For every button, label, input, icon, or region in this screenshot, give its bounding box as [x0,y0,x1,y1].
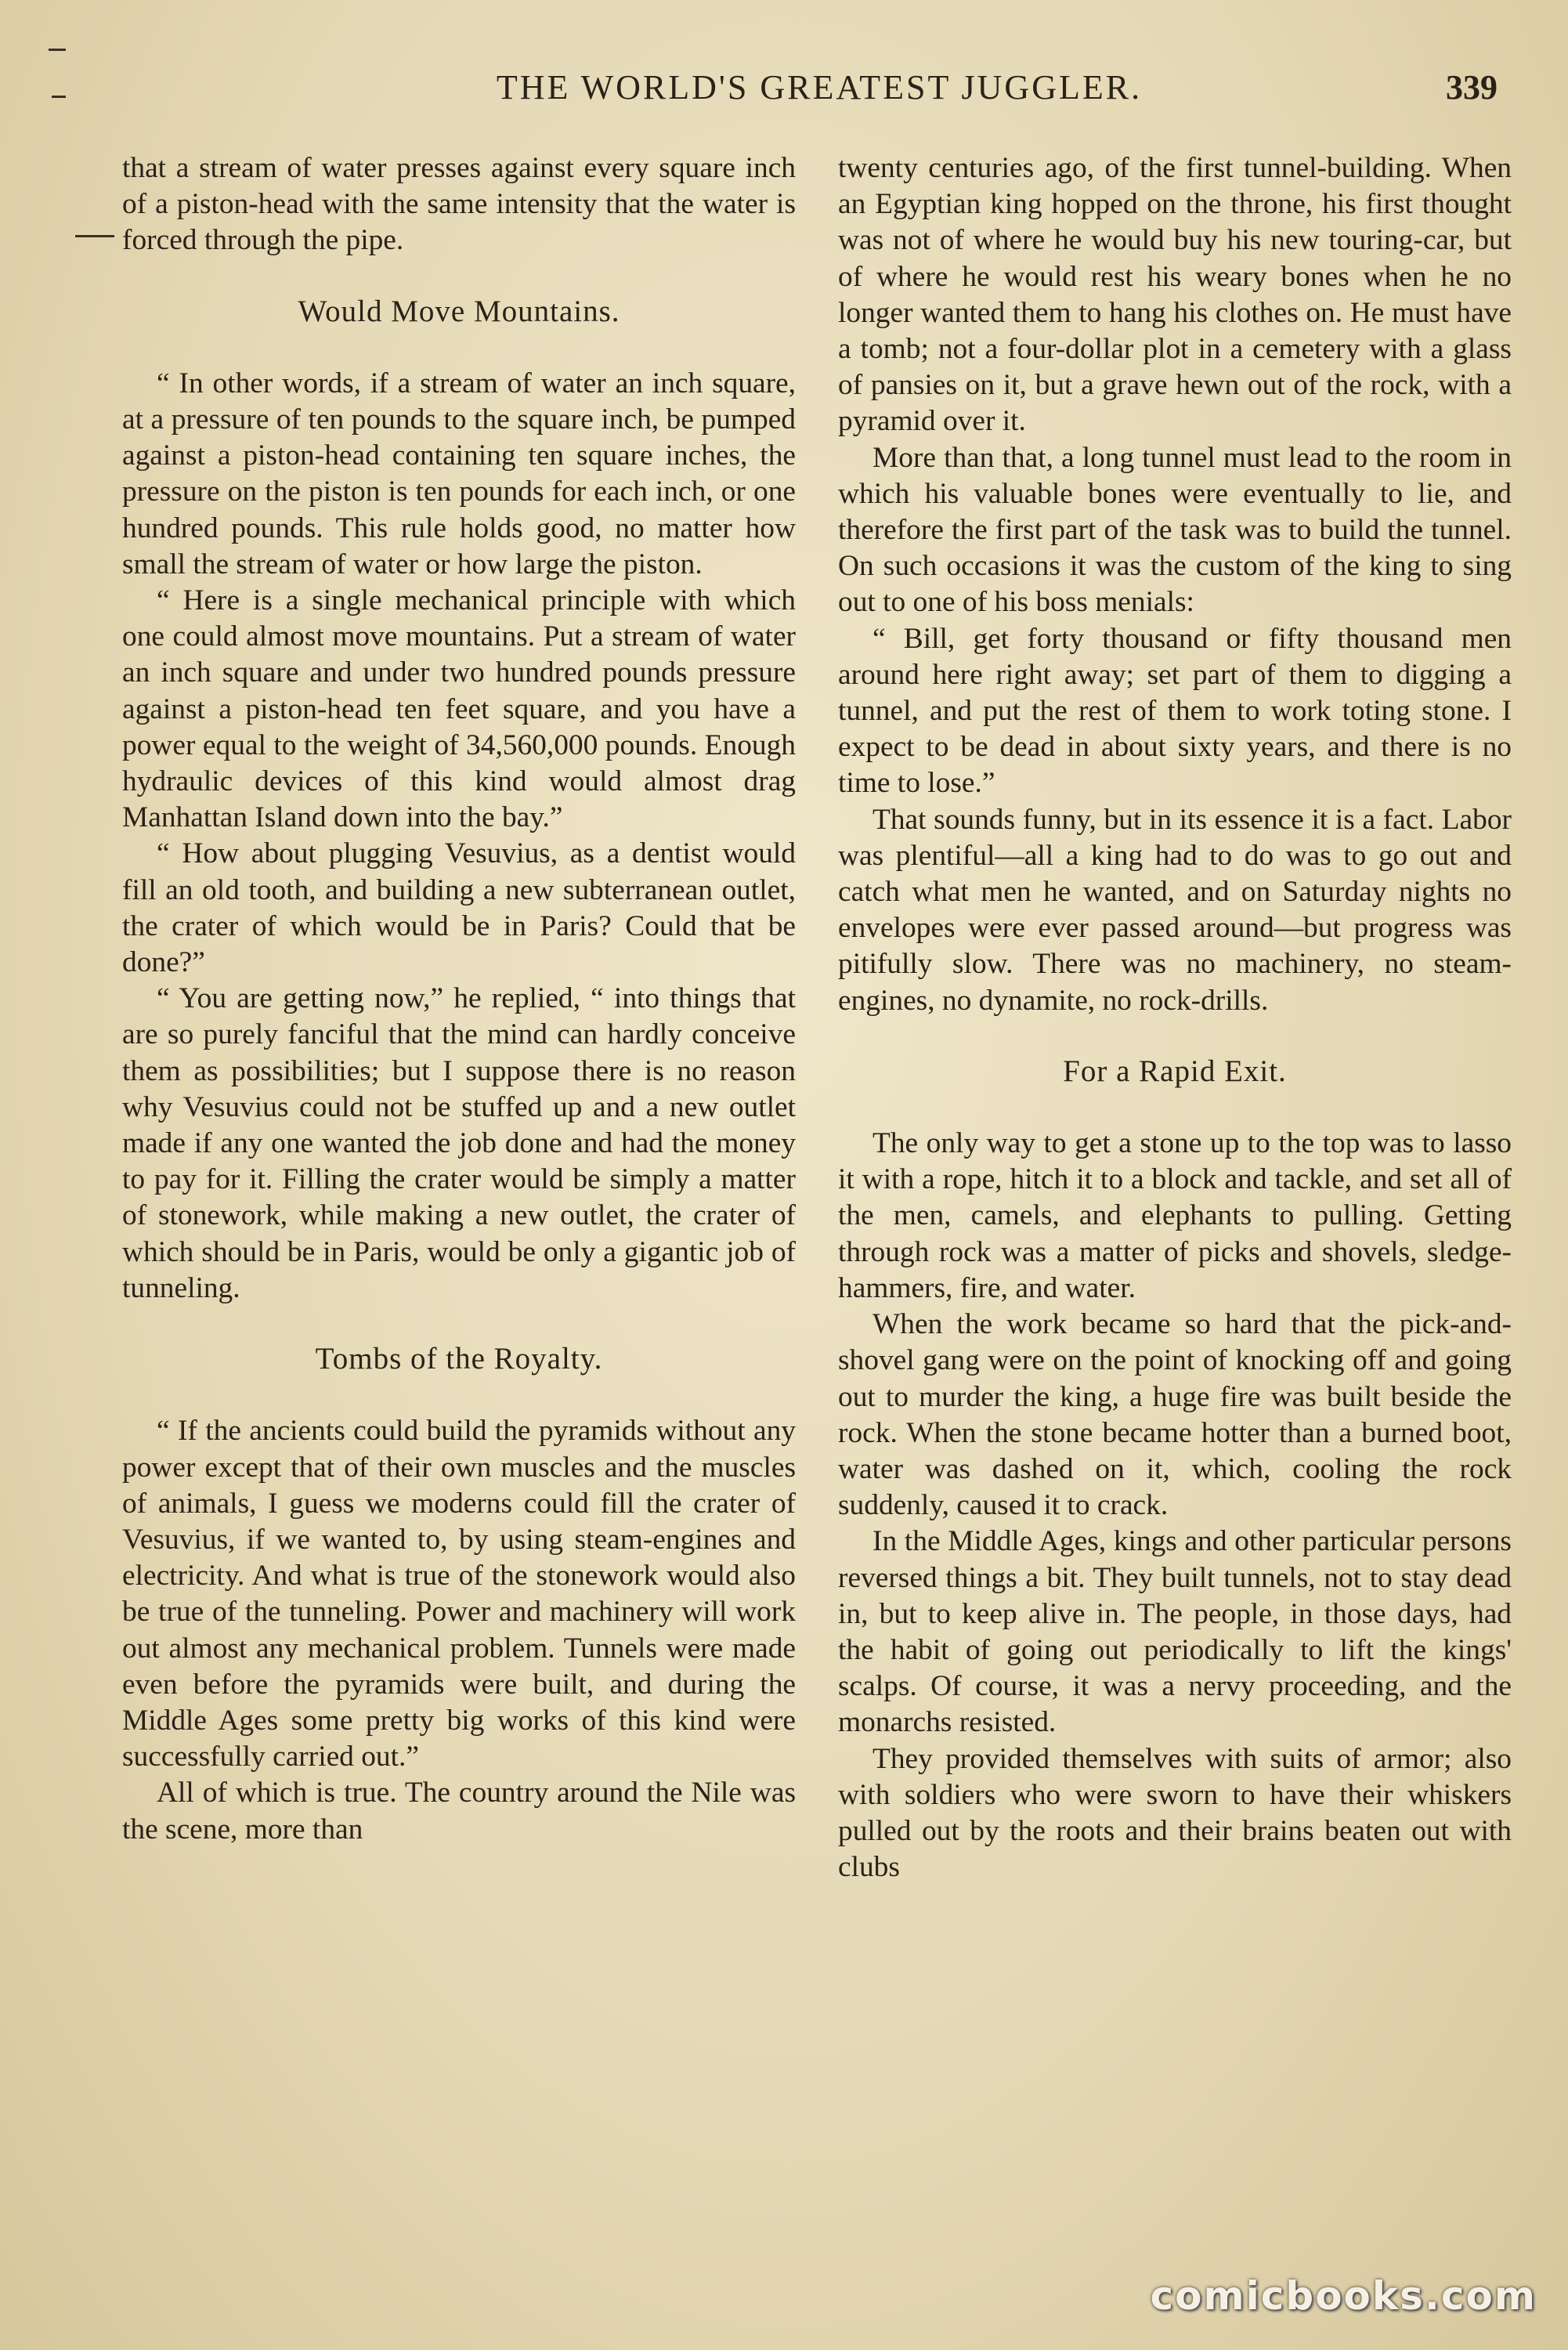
paragraph: “ You are getting now,” he replied, “ into things that are so purely fanciful that the mind can hardly conceive them as possibilities; but I suppose there is no reason why Vesuvius could not be stuffed up and a new outlet made if any one wanted the job done and had the money to pay for it. Filling the crater would be simply a matter of stonework, while making a new outlet, the crater of which should be in Paris, would be only a gigantic job of tunneling. [122,982,796,1304]
paragraph: “ Here is a single mechanical principle with which one could almost move mountains. Put a stream of water an inch square and under two hundred pounds pressure against a piston-head ten feet square, and you have a power equal to the weight of 34,560,000 pounds. Enough hydraulic devices of this kind would almost drag Manhattan Island down into the bay.” [122,584,796,834]
margin-mark [49,49,66,51]
right-column [838,150,1512,1885]
paragraph: More than that, a long tunnel must lead to the room in which his valuable bones were eventually to lie, and therefore the first part of the task was to build the tunnel. On such occasions it was the custom of the king to sing out to one of his boss menials: [838,441,1512,619]
subheading: Would Move Mountains. [298,294,620,328]
paragraph: that a stream of water presses against every square inch of a piston-head with the same intensity that the water is forced through the pipe. [122,152,796,257]
paragraph: All of which is true. The country around the Nile was the scene, more than [122,1777,796,1846]
margin-mark [52,96,66,98]
paragraph: “ How about plugging Vesuvius, as a dentist would fill an old tooth, and building a new subterranean outlet, the crater of which would be in Paris? Could that be done?” [122,837,796,979]
paragraph: “ If the ancients could build the pyramids without any power except that of their own muscles and the muscles of animals, I guess we moderns could fill the crater of Vesuvius, if we wanted to, by using steam-engines and electricity. And what is true of the stonework would also be true of the tunneling. Power and machinery will work out almost any mechanical problem. Tunnels were made even before the pyramids were built, and during the Middle Ages some pretty big works of this kind were successfully carried out.” [122,1415,796,1773]
paragraph: That sounds funny, but in its essence it is a fact. Labor was plentiful—all a king had to do was to go out and catch what men he wanted, and on Saturday nights no envelopes were ever passed around—but progress was pitifully slow. There was no machinery, no steam-engines, no dynamite, no rock-drills. [838,803,1512,1017]
paragraph: “ Bill, get forty thousand or fifty thousand men around here right away; set part of them to digging a tunnel, and put the rest of them to work toting stone. I expect to be dead in about sixty years, and there is no time to lose.” [838,622,1512,800]
paragraph: twenty centuries ago, of the first tunnel-building. When an Egyptian king hopped on the throne, his first thought was not of where he would buy his new touring-car, but of where he would rest his weary bones when he no longer wanted them to hang his clothes on. He must have a tomb; not a four-dollar plot in a cemetery with a glass of pansies on it, but a grave hewn out of the rock, with a pyramid over it. [838,152,1512,438]
subheading: For a Rapid Exit. [1063,1054,1287,1088]
paragraph: The only way to get a stone up to the top was to lasso it with a rope, hitch it to a block and tackle, and set all of the men, camels, and elephants to pulling. Getting through rock was a matter of picks and shovels, sledge-hammers, fire, and water. [838,1127,1512,1304]
paragraph: They provided themselves with suits of armor; also with soldiers who were sworn to have their whiskers pulled out by the roots and their brains beaten out with clubs [838,1742,1512,1884]
site-watermark: comicbooks.com [1150,2273,1537,2319]
page-number: 339 [1446,68,1498,107]
paragraph: In the Middle Ages, kings and other particular persons reversed things a bit. They built tunnels, not to stay dead in, but to keep alive in. The people, in those days, had the habit of going out periodically to lift the kings' scalps. Of course, it was a nervy proceeding, and the monarchs resisted. [838,1525,1512,1739]
page-header [117,63,1521,118]
subheading: Tombs of the Royalty. [315,1342,603,1376]
margin-mark [75,235,114,237]
running-title: THE WORLD'S GREATEST JUGGLER. [496,68,1143,107]
paragraph: “ In other words, if a stream of water an inch square, at a pressure of ten pounds to the square inch, be pumped against a piston-head containing ten square inches, the pressure on the piston is ten pounds for each inch, or one hundred pounds. This rule holds good, no matter how small the stream of water or how large the piston. [122,367,796,580]
left-column [122,150,796,1848]
paragraph: When the work became so hard that the pick-and-shovel gang were on the point of knocking off and going out to murder the king, a huge fire was built beside the rock. When the stone became hotter than a burned boot, water was dashed on it, which, cooling the rock suddenly, caused it to crack. [838,1308,1512,1522]
